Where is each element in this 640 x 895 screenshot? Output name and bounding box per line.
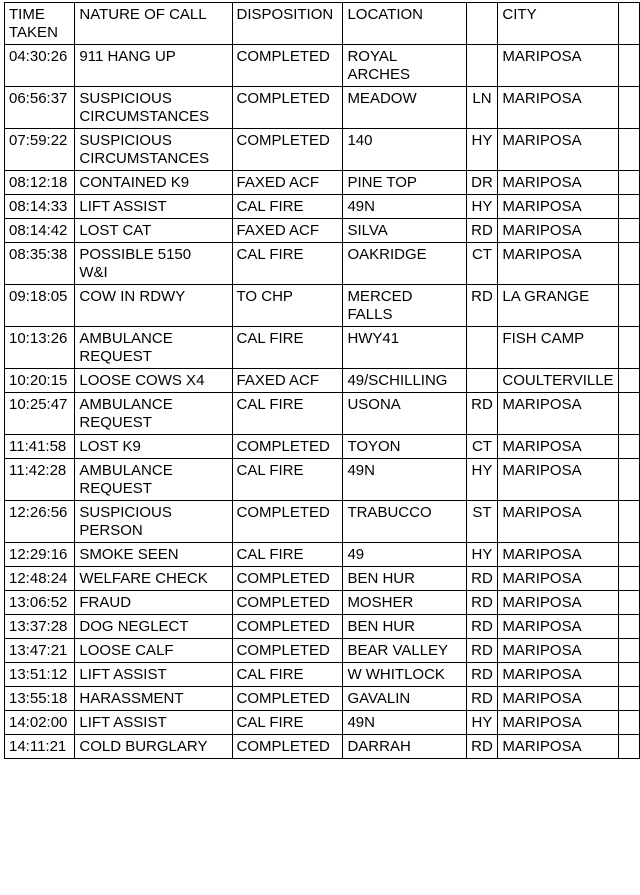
table-row — [5, 735, 640, 759]
time-taken-cell: 08:14:42 — [5, 219, 75, 243]
disposition-cell: COMPLETED — [232, 615, 343, 639]
nature-of-call-cell: WELFARE CHECK — [75, 567, 232, 591]
extra-cell — [618, 45, 639, 87]
extra-cell — [618, 285, 639, 327]
location-cell: MEADOW — [343, 87, 466, 129]
nature-of-call-cell: DOG NEGLECT — [75, 615, 232, 639]
disposition-cell: CAL FIRE — [232, 711, 343, 735]
time-taken-cell: 10:25:47 — [5, 393, 75, 435]
city-cell: MARIPOSA — [498, 687, 618, 711]
city-cell: MARIPOSA — [498, 501, 618, 543]
table-row — [5, 369, 640, 393]
time-taken-cell: 10:13:26 — [5, 327, 75, 369]
header-row — [5, 3, 640, 45]
extra-cell — [618, 129, 639, 171]
location-cell: BEN HUR — [343, 567, 466, 591]
disposition-cell: COMPLETED — [232, 591, 343, 615]
street-suffix-cell: ST — [466, 501, 498, 543]
table-row — [5, 591, 640, 615]
city-cell: MARIPOSA — [498, 243, 618, 285]
time-taken-cell: 09:18:05 — [5, 285, 75, 327]
time-taken-header: TIME TAKEN — [5, 3, 75, 45]
location-cell: BEAR VALLEY — [343, 639, 466, 663]
time-taken-cell: 12:29:16 — [5, 543, 75, 567]
extra-cell — [618, 543, 639, 567]
time-taken-cell: 07:59:22 — [5, 129, 75, 171]
nature-of-call-cell: POSSIBLE 5150 W&I — [75, 243, 232, 285]
nature-of-call-header: NATURE OF CALL — [75, 3, 232, 45]
disposition-cell: COMPLETED — [232, 45, 343, 87]
extra-cell — [618, 459, 639, 501]
extra-cell — [618, 735, 639, 759]
table-row — [5, 285, 640, 327]
table-row — [5, 195, 640, 219]
time-taken-cell: 13:06:52 — [5, 591, 75, 615]
table-row — [5, 393, 640, 435]
street-suffix-cell: LN — [466, 87, 498, 129]
nature-of-call-cell: HARASSMENT — [75, 687, 232, 711]
street-suffix-cell: CT — [466, 435, 498, 459]
time-taken-cell: 08:35:38 — [5, 243, 75, 285]
disposition-cell: COMPLETED — [232, 639, 343, 663]
extra-header — [618, 3, 639, 45]
street-suffix-cell: HY — [466, 129, 498, 171]
nature-of-call-cell: FRAUD — [75, 591, 232, 615]
disposition-cell: COMPLETED — [232, 435, 343, 459]
street-suffix-cell: RD — [466, 285, 498, 327]
extra-cell — [618, 327, 639, 369]
location-cell: 49/SCHILLING — [343, 369, 466, 393]
street-suffix-cell: RD — [466, 615, 498, 639]
time-taken-cell: 13:51:12 — [5, 663, 75, 687]
nature-of-call-cell: SUSPICIOUS CIRCUMSTANCES — [75, 87, 232, 129]
extra-cell — [618, 501, 639, 543]
location-cell: W WHITLOCK — [343, 663, 466, 687]
nature-of-call-cell: LOOSE CALF — [75, 639, 232, 663]
city-cell: MARIPOSA — [498, 615, 618, 639]
location-cell: 140 — [343, 129, 466, 171]
street-suffix-cell: HY — [466, 711, 498, 735]
nature-of-call-cell: LIFT ASSIST — [75, 663, 232, 687]
city-cell: MARIPOSA — [498, 87, 618, 129]
street-suffix-cell: RD — [466, 567, 498, 591]
nature-of-call-cell: AMBULANCE REQUEST — [75, 327, 232, 369]
disposition-header: DISPOSITION — [232, 3, 343, 45]
extra-cell — [618, 591, 639, 615]
nature-of-call-cell: SUSPICIOUS CIRCUMSTANCES — [75, 129, 232, 171]
disposition-cell: COMPLETED — [232, 129, 343, 171]
street-suffix-cell: DR — [466, 171, 498, 195]
disposition-cell: TO CHP — [232, 285, 343, 327]
street-suffix-cell: RD — [466, 591, 498, 615]
disposition-cell: CAL FIRE — [232, 663, 343, 687]
table-row — [5, 501, 640, 543]
nature-of-call-cell: LOST K9 — [75, 435, 232, 459]
disposition-cell: COMPLETED — [232, 87, 343, 129]
extra-cell — [618, 687, 639, 711]
city-cell: LA GRANGE — [498, 285, 618, 327]
table-row — [5, 639, 640, 663]
street-suffix-cell: RD — [466, 663, 498, 687]
nature-of-call-cell: LOOSE COWS X4 — [75, 369, 232, 393]
city-cell: MARIPOSA — [498, 591, 618, 615]
extra-cell — [618, 615, 639, 639]
street-suffix-cell: HY — [466, 195, 498, 219]
city-cell: MARIPOSA — [498, 195, 618, 219]
location-cell: USONA — [343, 393, 466, 435]
disposition-cell: CAL FIRE — [232, 243, 343, 285]
disposition-cell: COMPLETED — [232, 501, 343, 543]
call-log-body — [5, 3, 640, 759]
location-cell: MERCED FALLS — [343, 285, 466, 327]
nature-of-call-cell: COW IN RDWY — [75, 285, 232, 327]
time-taken-cell: 06:56:37 — [5, 87, 75, 129]
time-taken-cell: 04:30:26 — [5, 45, 75, 87]
location-cell: OAKRIDGE — [343, 243, 466, 285]
time-taken-cell: 08:14:33 — [5, 195, 75, 219]
city-header: CITY — [498, 3, 618, 45]
extra-cell — [618, 171, 639, 195]
location-cell: MOSHER — [343, 591, 466, 615]
time-taken-cell: 08:12:18 — [5, 171, 75, 195]
table-row — [5, 129, 640, 171]
table-row — [5, 459, 640, 501]
table-row — [5, 663, 640, 687]
extra-cell — [618, 639, 639, 663]
table-row — [5, 219, 640, 243]
table-row — [5, 243, 640, 285]
extra-cell — [618, 369, 639, 393]
city-cell: MARIPOSA — [498, 639, 618, 663]
disposition-cell: CAL FIRE — [232, 393, 343, 435]
extra-cell — [618, 219, 639, 243]
street-suffix-cell: RD — [466, 219, 498, 243]
nature-of-call-cell: LOST CAT — [75, 219, 232, 243]
time-taken-cell: 13:47:21 — [5, 639, 75, 663]
extra-cell — [618, 195, 639, 219]
nature-of-call-cell: LIFT ASSIST — [75, 711, 232, 735]
disposition-cell: CAL FIRE — [232, 195, 343, 219]
extra-cell — [618, 393, 639, 435]
disposition-cell: CAL FIRE — [232, 543, 343, 567]
location-cell: 49N — [343, 459, 466, 501]
location-cell: BEN HUR — [343, 615, 466, 639]
location-cell: ROYAL ARCHES — [343, 45, 466, 87]
street-suffix-cell: RD — [466, 639, 498, 663]
city-cell: MARIPOSA — [498, 393, 618, 435]
time-taken-cell: 14:11:21 — [5, 735, 75, 759]
street-suffix-cell — [466, 369, 498, 393]
street-suffix-cell — [466, 45, 498, 87]
extra-cell — [618, 663, 639, 687]
time-taken-cell: 14:02:00 — [5, 711, 75, 735]
city-cell: COULTERVILLE — [498, 369, 618, 393]
city-cell: MARIPOSA — [498, 459, 618, 501]
city-cell: MARIPOSA — [498, 663, 618, 687]
location-cell: SILVA — [343, 219, 466, 243]
city-cell: MARIPOSA — [498, 711, 618, 735]
nature-of-call-cell: 911 HANG UP — [75, 45, 232, 87]
table-row — [5, 327, 640, 369]
city-cell: MARIPOSA — [498, 567, 618, 591]
city-cell: MARIPOSA — [498, 129, 618, 171]
time-taken-cell: 10:20:15 — [5, 369, 75, 393]
location-header: LOCATION — [343, 3, 466, 45]
extra-cell — [618, 87, 639, 129]
city-cell: MARIPOSA — [498, 219, 618, 243]
nature-of-call-cell: LIFT ASSIST — [75, 195, 232, 219]
table-row — [5, 435, 640, 459]
call-log-table — [4, 2, 640, 759]
time-taken-cell: 12:26:56 — [5, 501, 75, 543]
table-row — [5, 711, 640, 735]
street-suffix-cell: CT — [466, 243, 498, 285]
city-cell: MARIPOSA — [498, 735, 618, 759]
disposition-cell: COMPLETED — [232, 567, 343, 591]
city-cell: MARIPOSA — [498, 45, 618, 87]
time-taken-cell: 13:37:28 — [5, 615, 75, 639]
street-suffix-cell: RD — [466, 687, 498, 711]
city-cell: MARIPOSA — [498, 543, 618, 567]
table-row — [5, 687, 640, 711]
nature-of-call-cell: SUSPICIOUS PERSON — [75, 501, 232, 543]
disposition-cell: CAL FIRE — [232, 327, 343, 369]
location-cell: 49N — [343, 195, 466, 219]
city-cell: MARIPOSA — [498, 435, 618, 459]
location-cell: HWY41 — [343, 327, 466, 369]
table-row — [5, 543, 640, 567]
location-cell: TRABUCCO — [343, 501, 466, 543]
location-cell: 49N — [343, 711, 466, 735]
time-taken-cell: 11:41:58 — [5, 435, 75, 459]
table-row — [5, 45, 640, 87]
street-suffix-cell: RD — [466, 735, 498, 759]
location-cell: 49 — [343, 543, 466, 567]
table-row — [5, 615, 640, 639]
street-suffix-cell: RD — [466, 393, 498, 435]
extra-cell — [618, 711, 639, 735]
nature-of-call-cell: AMBULANCE REQUEST — [75, 459, 232, 501]
street-suffix-cell: HY — [466, 459, 498, 501]
disposition-cell: FAXED ACF — [232, 171, 343, 195]
location-cell: GAVALIN — [343, 687, 466, 711]
disposition-cell: COMPLETED — [232, 735, 343, 759]
extra-cell — [618, 243, 639, 285]
nature-of-call-cell: SMOKE SEEN — [75, 543, 232, 567]
street-suffix-header — [466, 3, 498, 45]
location-cell: DARRAH — [343, 735, 466, 759]
disposition-cell: COMPLETED — [232, 687, 343, 711]
table-row — [5, 87, 640, 129]
nature-of-call-cell: COLD BURGLARY — [75, 735, 232, 759]
street-suffix-cell: HY — [466, 543, 498, 567]
table-row — [5, 567, 640, 591]
time-taken-cell: 11:42:28 — [5, 459, 75, 501]
location-cell: PINE TOP — [343, 171, 466, 195]
nature-of-call-cell: CONTAINED K9 — [75, 171, 232, 195]
city-cell: MARIPOSA — [498, 171, 618, 195]
city-cell: FISH CAMP — [498, 327, 618, 369]
location-cell: TOYON — [343, 435, 466, 459]
disposition-cell: FAXED ACF — [232, 219, 343, 243]
extra-cell — [618, 567, 639, 591]
disposition-cell: CAL FIRE — [232, 459, 343, 501]
extra-cell — [618, 435, 639, 459]
nature-of-call-cell: AMBULANCE REQUEST — [75, 393, 232, 435]
table-row — [5, 171, 640, 195]
disposition-cell: FAXED ACF — [232, 369, 343, 393]
time-taken-cell: 13:55:18 — [5, 687, 75, 711]
street-suffix-cell — [466, 327, 498, 369]
time-taken-cell: 12:48:24 — [5, 567, 75, 591]
